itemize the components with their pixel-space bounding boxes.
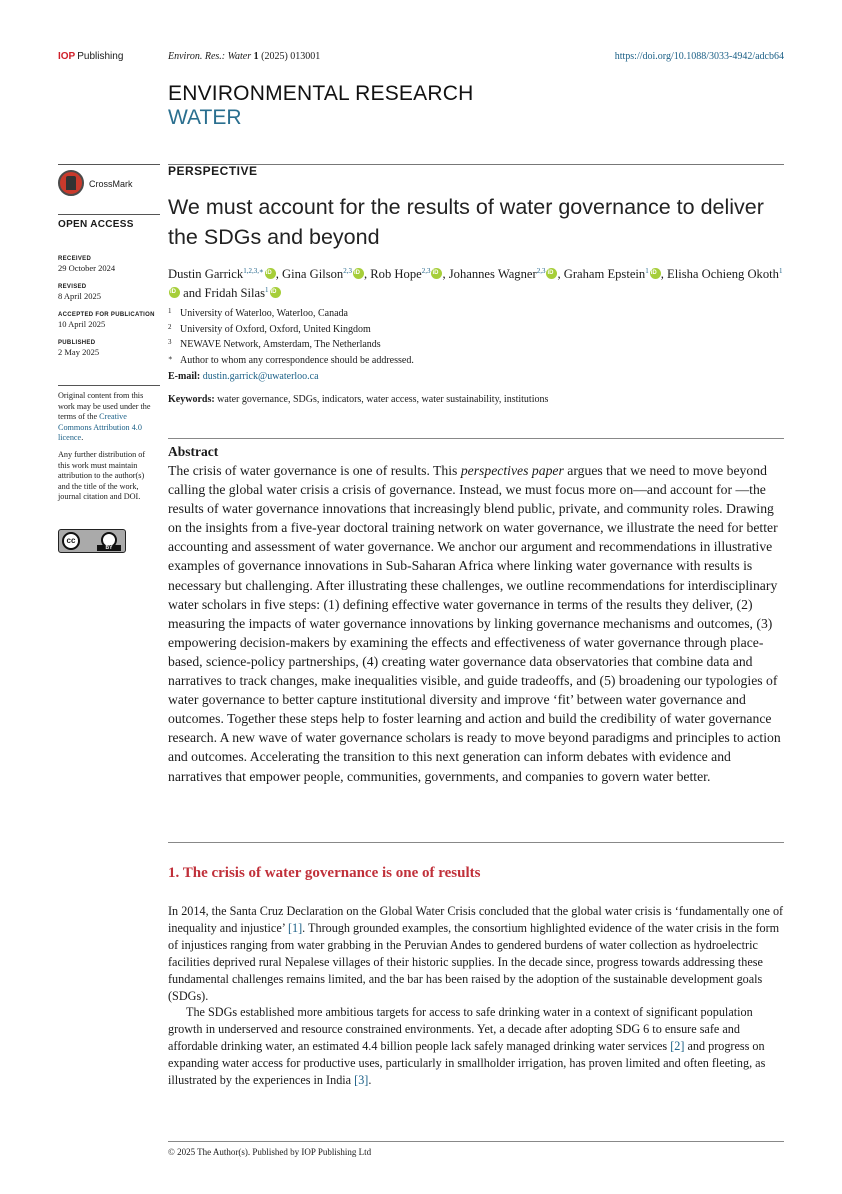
body-text-part: In 2014, the Santa Cruz Declaration on the Global Water Crisis concluded that the global water crisis is ‘fundamentally one of inequality and injustice’ xyxy=(168,904,784,935)
affiliation-text: Author to whom any correspondence should be addressed. xyxy=(180,354,414,366)
sidebar-rule-top xyxy=(58,164,160,165)
orcid-icon[interactable] xyxy=(650,268,661,279)
cc-by-badge[interactable] xyxy=(58,529,126,553)
keywords-list: water governance, SDGs, indicators, water access, water sustainability, institutions xyxy=(217,394,549,405)
citation-link[interactable]: [1] xyxy=(287,920,303,935)
author-name[interactable]: Dustin Garrick xyxy=(168,267,244,281)
date-value: 29 October 2024 xyxy=(58,263,116,273)
date-label: REVISED xyxy=(58,284,87,290)
publisher-logo xyxy=(58,51,123,62)
author-sup: 1 xyxy=(645,266,649,275)
affiliation-text: NEWAVE Network, Amsterdam, The Netherlands xyxy=(180,339,381,350)
author-sup: 2,3 xyxy=(343,266,352,275)
date-published xyxy=(58,339,160,358)
body-text-part: . xyxy=(368,1073,372,1088)
author-name[interactable]: Elisha Ochieng Okoth xyxy=(667,267,779,281)
abstract-rule-top xyxy=(168,438,784,439)
email-link[interactable]: dustin.garrick@uwaterloo.ca xyxy=(202,371,319,382)
affiliation xyxy=(168,352,784,368)
body-text-part: . Through grounded examples, the consortium highlighted evidence of the water crisis in the form of injustices ranging from water grabbing in the Peruvian Andes to gendered burdens of water collection as hydroelectric facilities deprived rural Nepalese villages of their historic supplies. In the decade since, progress towards addressing these fundamental challenges remains limited, and the bar has been raised by the adoption of the sustainable development goals (SDGs). xyxy=(168,920,780,1003)
correspondence-email xyxy=(168,371,319,382)
journal-title-line1: ENVIRONMENTAL RESEARCH xyxy=(168,82,474,105)
abstract-italic: perspectives paper xyxy=(460,463,564,478)
footer-rule xyxy=(168,1141,784,1142)
citation-link[interactable]: [2] xyxy=(670,1039,685,1054)
affiliation xyxy=(168,321,784,337)
crossmark-icon xyxy=(58,170,84,196)
sidebar-rule-oa xyxy=(58,214,160,215)
affiliation-number: 3 xyxy=(168,338,172,346)
author-name[interactable]: Graham Epstein xyxy=(563,267,646,281)
licence-attribution: Any further distribution of this work must maintain attribution to the author(s) and the title of the work, journal citation and DOI. xyxy=(58,449,146,502)
affiliation-number: ∗ xyxy=(168,353,173,362)
date-received xyxy=(58,255,160,274)
affiliation-number: 2 xyxy=(168,322,172,331)
body-paragraph xyxy=(168,1004,784,1089)
body-text xyxy=(168,903,784,1089)
orcid-icon[interactable] xyxy=(169,287,180,298)
doi-link[interactable]: https://doi.org/10.1088/3033-4942/adcb64 xyxy=(614,51,784,62)
licence-paragraph: Original content from this work may be used under the terms of the Creative Commons Attribution 4.0 licence. xyxy=(58,391,151,443)
publication-dates xyxy=(58,255,160,367)
abstract-heading: Abstract xyxy=(168,444,219,459)
cc-icon: cc xyxy=(62,532,80,550)
journal-title xyxy=(168,82,473,130)
author-sup: 2,3 xyxy=(421,266,431,275)
author-list: Dustin Garrick$^{1,2,3,∗}$iD , Gina Gilson$^{2,3}$iD , Rob Hope$^{2,3}$iD , Johannes Wagner$^{2,3}$iD , Graham Epstein$^1$iD , Elisha Ochieng Okoth$^1$iD and Fridah Silas$^1$iD xyxy=(168,265,784,303)
date-accepted xyxy=(58,311,160,330)
date-value: 10 April 2025 xyxy=(58,319,106,329)
date-label: PUBLISHED xyxy=(58,340,96,346)
abstract-rule-bottom xyxy=(168,842,784,843)
crossmark-label: CrossMark xyxy=(89,179,133,189)
publisher-logo-main: IOP xyxy=(58,51,76,62)
licence-link[interactable]: Creative Commons Attribution 4.0 licence xyxy=(58,412,142,443)
keywords xyxy=(168,394,784,405)
open-access-label: OPEN ACCESS xyxy=(58,219,134,230)
author-name[interactable]: Gina Gilson xyxy=(282,267,344,281)
author-name[interactable]: Johannes Wagner xyxy=(448,267,537,281)
date-value: 2 May 2025 xyxy=(58,347,100,357)
article-type: PERSPECTIVE xyxy=(168,164,258,178)
running-header xyxy=(58,51,784,65)
journal-abbrev: Environ. Res.: Water xyxy=(168,51,252,62)
orcid-icon[interactable] xyxy=(270,287,281,298)
author-sup: 1 xyxy=(778,266,783,275)
body-text-part: The SDGs established more ambitious targets for access to safe drinking water in a context of significant population growth in underserved and resource constrained environments. Yet, a decade after adopting SDG 6 to ensure safe and affordable drinking water, an estimated 4.4 billion people lack safely managed drinking water services xyxy=(168,1005,753,1054)
author-name[interactable]: Fridah Silas xyxy=(204,286,266,300)
affiliation-text: University of Waterloo, Waterloo, Canada xyxy=(180,308,348,319)
author-sup: 2,3 xyxy=(536,266,546,275)
abstract-paragraph xyxy=(168,461,784,786)
orcid-icon[interactable] xyxy=(265,268,276,279)
date-label: RECEIVED xyxy=(58,256,92,262)
author-sup: 1,2,3,∗ xyxy=(243,266,264,275)
date-label: ACCEPTED FOR PUBLICATION xyxy=(58,312,155,318)
body-text-part: and progress on expanding water access for productive uses, particularly in smallholder irrigation, has proven limited and often fleeting, as illustrated by the experiences in India xyxy=(168,1039,766,1088)
affiliation-number: 1 xyxy=(168,307,172,315)
crossmark-button[interactable] xyxy=(58,170,160,198)
licence-text-1: Original content from this work may be used under the terms of the xyxy=(58,391,151,422)
abstract-text xyxy=(168,461,784,786)
section-heading: 1. The crisis of water governance is one of results xyxy=(168,865,481,881)
affiliation xyxy=(168,305,784,321)
licence-notice xyxy=(58,391,158,509)
citation-link[interactable]: [3] xyxy=(354,1073,369,1088)
year-article: (2025) 013001 xyxy=(261,51,321,62)
by-label: BY xyxy=(97,545,121,551)
author-sup: 1 xyxy=(265,285,269,294)
body-paragraph xyxy=(168,903,784,1004)
affiliation-text: University of Oxford, Oxford, United Kingdom xyxy=(180,323,371,335)
keywords-label: Keywords: xyxy=(168,394,215,405)
orcid-icon[interactable] xyxy=(546,268,557,279)
orcid-icon[interactable] xyxy=(431,268,442,279)
date-revised xyxy=(58,283,160,302)
affiliations xyxy=(168,305,784,367)
article-title: We must account for the results of water governance to deliver the SDGs and beyond xyxy=(168,195,764,249)
affiliation xyxy=(168,336,784,352)
orcid-icon[interactable] xyxy=(353,268,364,279)
date-value: 8 April 2025 xyxy=(58,291,101,301)
journal-citation xyxy=(168,51,320,62)
abstract-part: argues that we need to move beyond calling the global water crisis a crisis of governance. Instead, we must focus more on—and account for —the results of water governance innovations that increasingly blend public, private, and community roles. Drawing on the insights from a five-year doctoral training network on water governance, we illustrate the need for better accounting and assessment of water governance. We anchor our argument and recommendations in illustrative examples of governance innovations in Sub-Saharan Africa where linking water governance with results is necessary but challenging. After illustrating these challenges, we outline recommendations for interdisciplinary water scholars in five steps: (1) defining effective water governance in terms of the results they deliver, (2) measuring the impacts of water governance innovations by linking governance mechanisms and outcomes, (3) empowering decision-makers by examining the effects and effectiveness of water governance through place-based, science-policy partnerships, (4) creating water governance data observatories that combine data and narratives to track changes, make inequalities visible, and guide tradeoffs, and (5) broadening our typologies of water governance to better capture institutional diversity and improve ‘fit’ between water governance and outcomes. Together these steps help to foster learning and action and build the credibility of water governance research. A new wave of water governance scholars is ready to move beyond paradigms and principles to action and outcomes. Accelerating the transition to this next generation can inform debates with evidence and narratives that empower people, communities, governments, and companies to govern water better. xyxy=(168,463,781,784)
publisher-logo-sub: Publishing xyxy=(77,51,124,62)
volume: 1 xyxy=(253,51,259,62)
abstract-part: The crisis of water governance is one of results. This xyxy=(168,463,461,478)
journal-title-line2: WATER xyxy=(168,106,242,129)
footer-copyright: © 2025 The Author(s). Published by IOP Publishing Ltd xyxy=(168,1147,372,1157)
main-rule-top xyxy=(168,164,784,165)
sidebar-rule-licence xyxy=(58,385,160,386)
email-label: E-mail: xyxy=(168,371,201,382)
author-name[interactable]: Rob Hope xyxy=(370,267,422,281)
